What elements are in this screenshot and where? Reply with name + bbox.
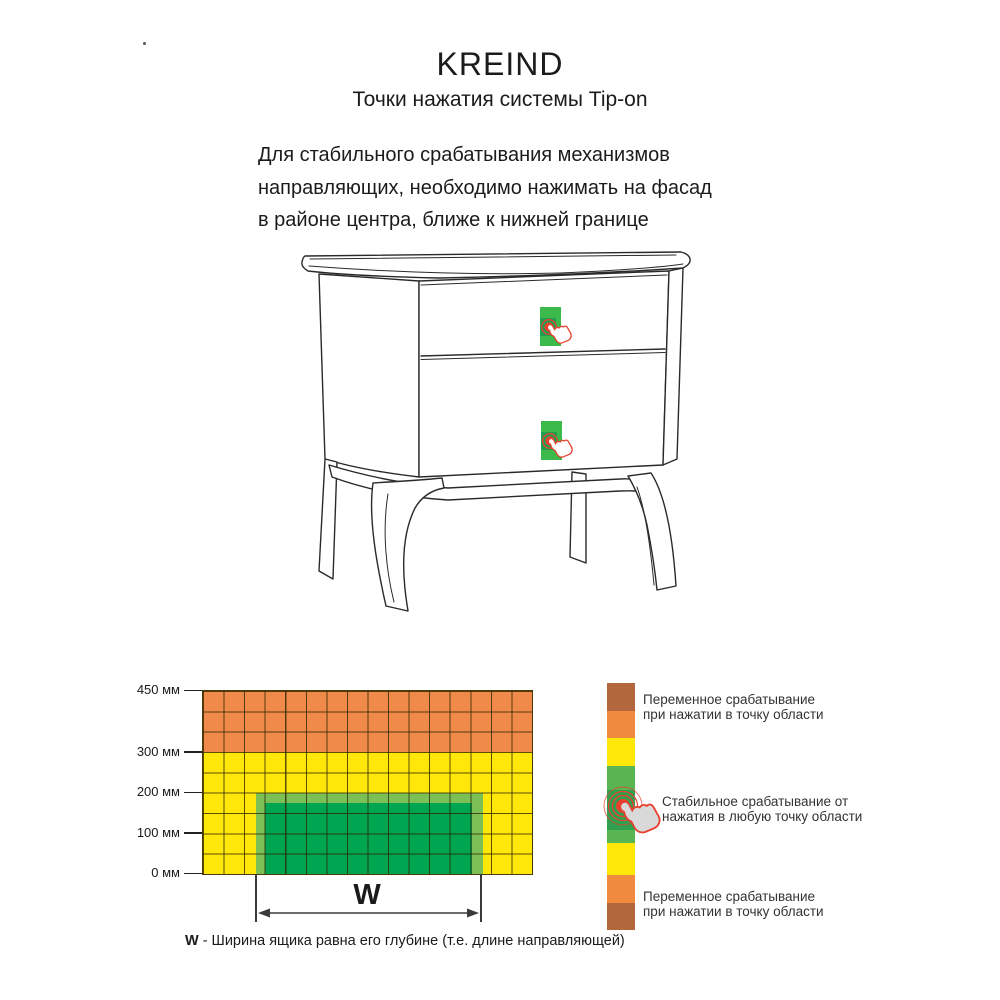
legend-seg-yellow — [607, 738, 635, 766]
tick-mark — [184, 690, 203, 692]
legend-line: при нажатии в точку области — [643, 904, 824, 919]
tick-mark — [184, 873, 203, 875]
width-dimension-arrow — [256, 905, 481, 923]
legend-seg-brown — [607, 903, 635, 930]
front-right-leg — [628, 473, 676, 590]
print-artifact-dot — [143, 42, 146, 45]
page-title: Точки нажатия системы Tip-on — [352, 88, 648, 111]
tick-mark — [184, 751, 203, 753]
intro-line: Для стабильного срабатывания механизмов — [258, 144, 670, 166]
legend-seg-brown — [607, 683, 635, 711]
caption-term: W — [185, 933, 199, 949]
legend-line: Стабильное срабатывание от — [662, 794, 849, 809]
chart-caption — [185, 933, 625, 949]
caption-text: - Ширина ящика равна его глубине (т.е. длине направляющей) — [202, 933, 625, 949]
axis-tick-300: 300 мм — [136, 743, 180, 759]
legend-item-variable-top — [643, 692, 824, 722]
tick-mark — [184, 832, 203, 834]
nightstand-drawing — [280, 240, 720, 640]
legend-line: Переменное срабатывание — [643, 692, 816, 707]
tick-mark — [184, 792, 203, 794]
press-zone-grid — [202, 690, 533, 875]
width-label: W — [353, 879, 381, 911]
legend-line: Переменное срабатывание — [643, 889, 816, 904]
legend-item-stable — [662, 794, 862, 824]
side-panel — [319, 274, 419, 477]
brand-title: KREIND — [436, 46, 564, 82]
axis-tick-200: 200 мм — [136, 784, 180, 799]
intro-line: направляющих, необходимо нажимать на фасад — [258, 176, 712, 199]
legend-line: нажатия в любую точку области — [662, 809, 863, 824]
intro-paragraph — [258, 139, 758, 237]
legend-seg-orange — [607, 875, 635, 903]
axis-tick-100: 100 мм — [136, 824, 180, 840]
grid-lines — [203, 691, 532, 874]
intro-line: в районе центра, ближе к нижней границе — [258, 209, 649, 231]
legend-item-variable-bottom — [643, 889, 824, 919]
axis-tick-450: 450 мм — [136, 682, 180, 697]
legend-line: при нажатии в точку области — [643, 707, 824, 722]
axis-tick-0: 0 мм — [151, 865, 180, 880]
legend-seg-orange — [607, 711, 635, 738]
